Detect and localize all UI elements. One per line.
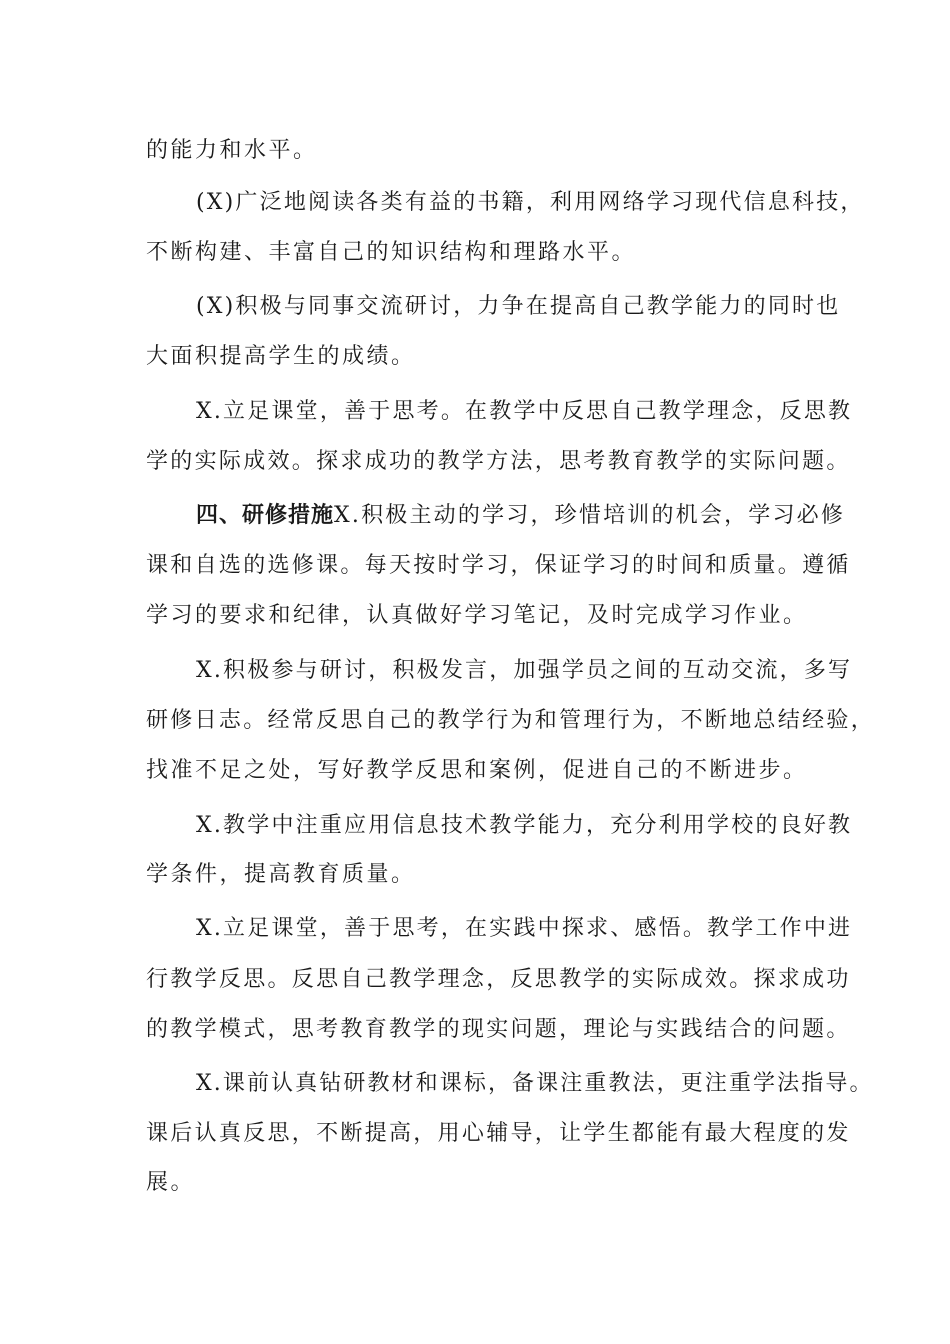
text-line: 学习的要求和纪律，认真做好学习笔记，及时完成学习作业。 <box>146 603 808 628</box>
section-heading: 四、研修措施 <box>196 502 335 528</box>
text-line: 研修日志。经常反思自己的教学行为和管理行为，不断地总结经验， <box>146 708 876 733</box>
text-run: X.积极主动的学习，珍惜培训的机会，学习必修 <box>334 503 846 528</box>
text-line: 大面积提高学生的成绩。 <box>146 344 416 369</box>
text-line: X.立足课堂，善于思考。在教学中反思自己教学理念，反思教 <box>196 399 853 424</box>
text-line: X.课前认真钻研教材和课标，备课注重教法，更注重学法指导。 <box>196 1071 874 1096</box>
text-line: (X)积极与同事交流研讨，力争在提高自己教学能力的同时也 <box>196 294 841 319</box>
text-line: (X)广泛地阅读各类有益的书籍，利用网络学习现代信息科技， <box>196 190 865 215</box>
text-line: 的能力和水平。 <box>146 138 318 163</box>
text-line: 展。 <box>146 1170 196 1195</box>
text-line: 学的实际成效。探求成功的教学方法，思考教育教学的实际问题。 <box>146 449 851 474</box>
text-line <box>196 500 845 531</box>
text-line: 学条件，提高教育质量。 <box>146 862 416 887</box>
text-line: 找准不足之处，写好教学反思和案例，促进自己的不断进步。 <box>146 758 808 783</box>
text-line: X.积极参与研讨，积极发言，加强学员之间的互动交流，多写 <box>196 658 853 683</box>
text-line: 的教学模式，思考教育教学的现实问题，理论与实践结合的问题。 <box>146 1017 851 1042</box>
text-line: 不断构建、丰富自己的知识结构和理路水平。 <box>146 240 637 265</box>
text-line: X.教学中注重应用信息技术教学能力，充分利用学校的良好教 <box>196 813 853 838</box>
text-line: 行教学反思。反思自己教学理念，反思教学的实际成效。探求成功 <box>146 967 851 992</box>
text-line: 课后认真反思，不断提高，用心辅导，让学生都能有最大程度的发 <box>146 1121 851 1146</box>
text-line: 课和自选的选修课。每天按时学习，保证学习的时间和质量。遵循 <box>146 553 851 578</box>
text-line: X.立足课堂，善于思考，在实践中探求、感悟。教学工作中进 <box>196 916 853 941</box>
